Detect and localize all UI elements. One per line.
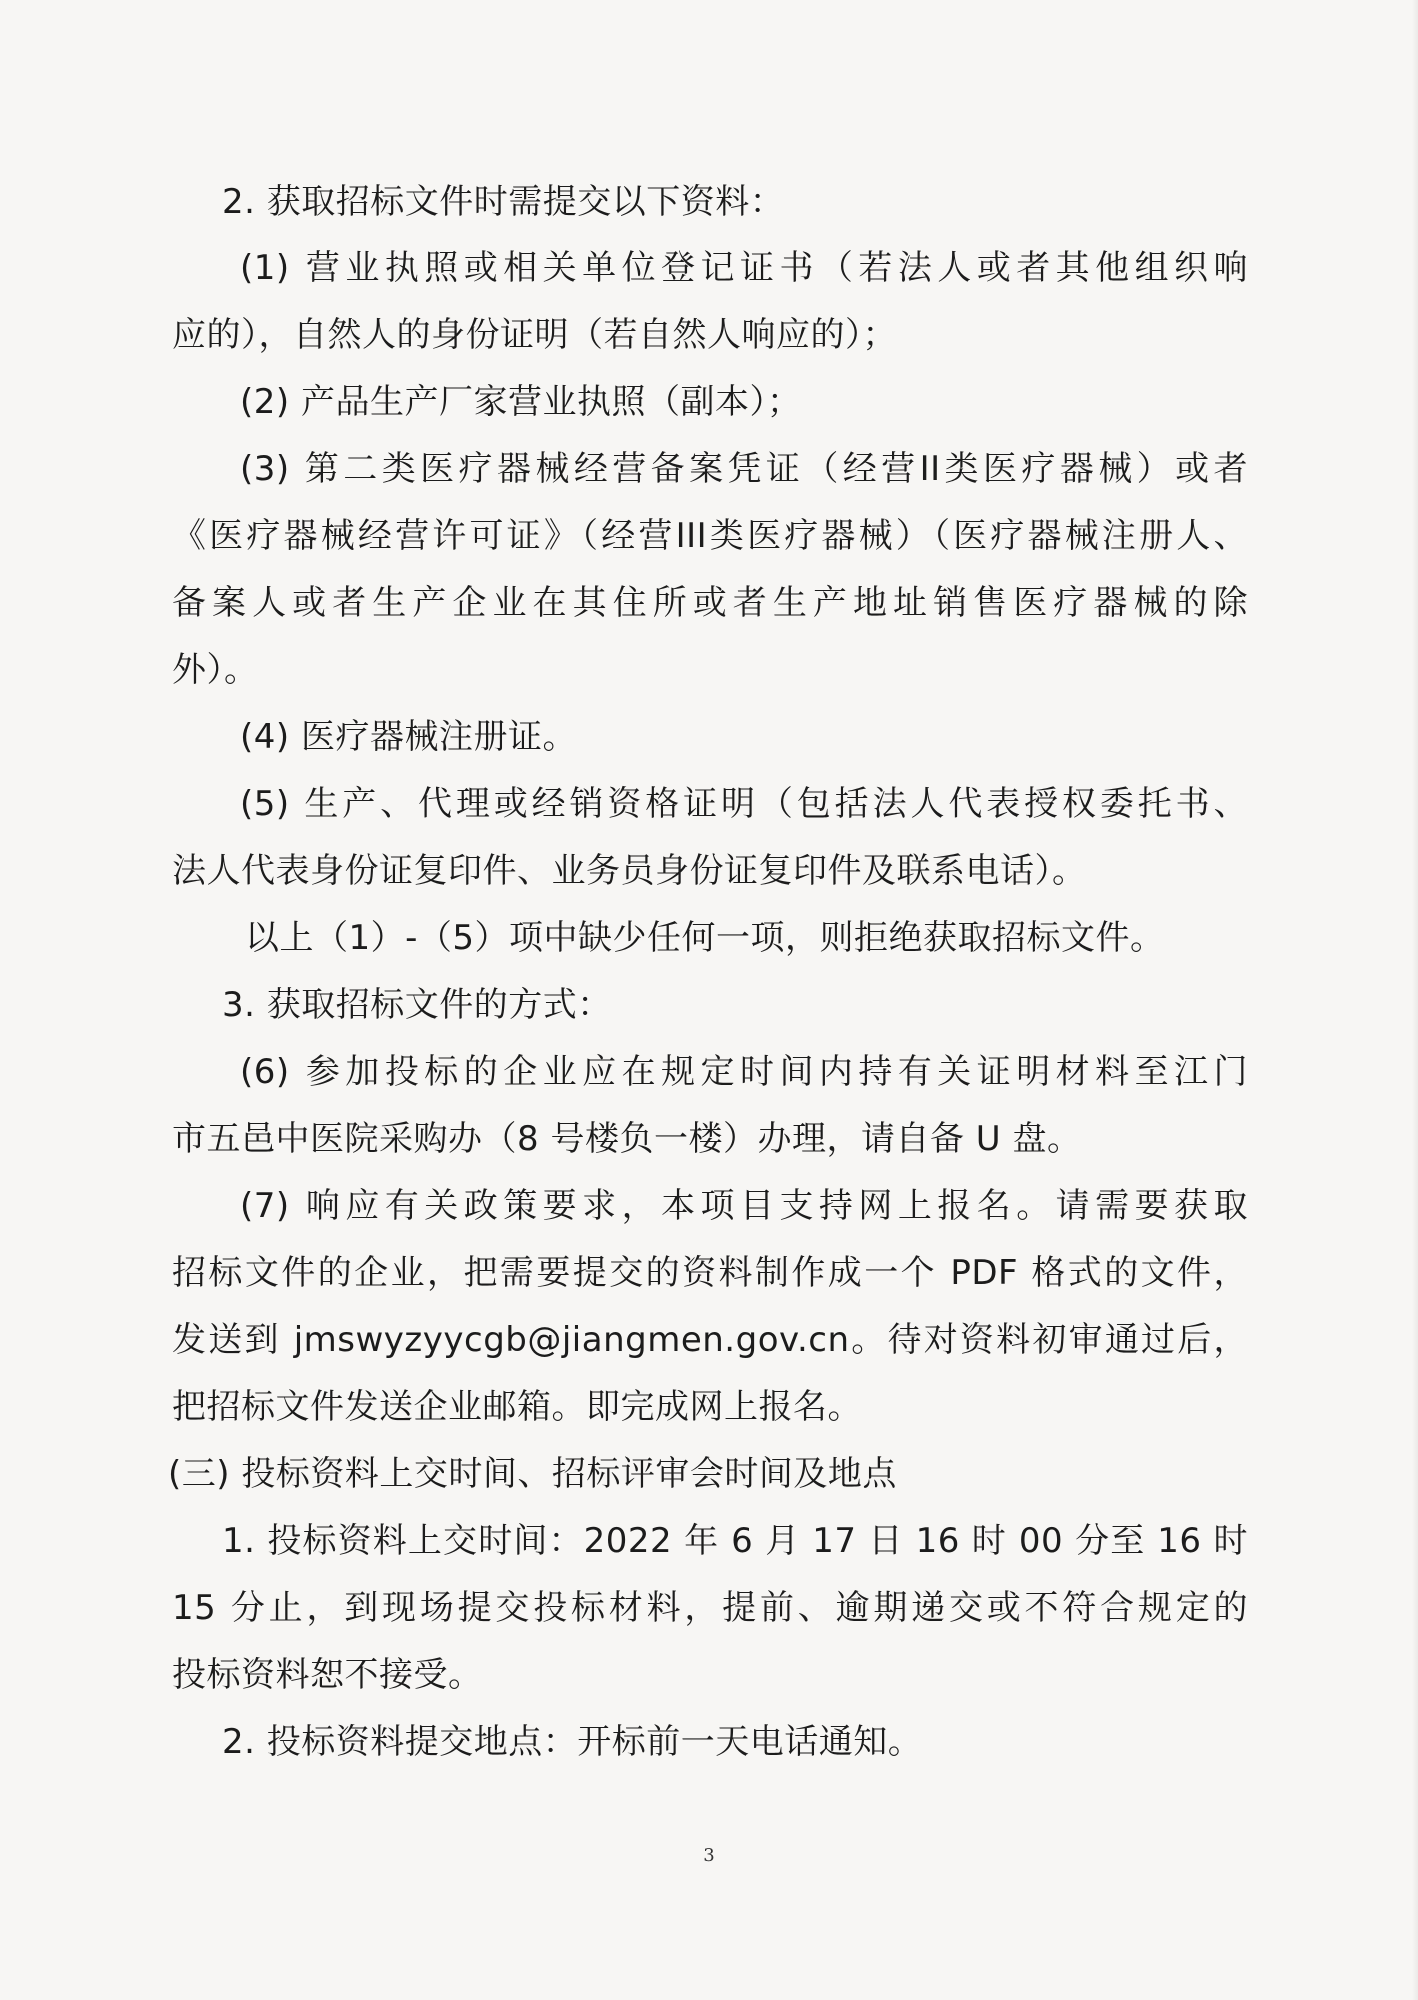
item-4: (4) 医疗器械注册证。 [240, 717, 577, 757]
section-heading-2: 2. 获取招标文件时需提交以下资料： [222, 182, 785, 222]
submission-location: 2. 投标资料提交地点：开标前一天电话通知。 [222, 1722, 923, 1762]
item-1-line-2: 应的），自然人的身份证明（若自然人响应的）； [172, 315, 897, 355]
scan-edge-shadow [1412, 0, 1418, 2000]
submission-time-line-2: 15 分止，到现场提交投标材料，提前、逾期递交或不符合规定的 [172, 1588, 1248, 1628]
item-7-line-4: 把招标文件发送企业邮箱。即完成网上报名。 [172, 1387, 862, 1427]
item-7-line-1: (7) 响应有关政策要求，本项目支持网上报名。请需要获取 [240, 1186, 1248, 1226]
section-heading-3: 3. 获取招标文件的方式： [222, 985, 612, 1025]
item-5-line-1: (5) 生产、代理或经销资格证明（包括法人代表授权委托书、 [240, 784, 1248, 824]
item-3-line-1: (3) 第二类医疗器械经营备案凭证（经营II类医疗器械）或者 [240, 449, 1248, 489]
submission-time-line-3: 投标资料恕不接受。 [172, 1655, 483, 1695]
item-1-line-1: (1) 营业执照或相关单位登记证书（若法人或者其他组织响 [240, 248, 1248, 288]
page-number: 3 [703, 1845, 715, 1866]
item-6-line-1: (6) 参加投标的企业应在规定时间内持有关证明材料至江门 [240, 1052, 1248, 1092]
item-3-line-3: 备案人或者生产企业在其住所或者生产地址销售医疗器械的除 [172, 583, 1248, 623]
item-2: (2) 产品生产厂家营业执照（副本）； [240, 382, 802, 422]
item-3-line-4: 外）。 [172, 650, 259, 690]
item-7-line-2: 招标文件的企业，把需要提交的资料制作成一个 PDF 格式的文件， [172, 1253, 1248, 1293]
section-heading-three: (三) 投标资料上交时间、招标评审会时间及地点 [168, 1454, 897, 1494]
item-6-line-2: 市五邑中医院采购办（8 号楼负一楼）办理，请自备 U 盘。 [172, 1119, 1082, 1159]
item-3-line-2: 《医疗器械经营许可证》（经营III类医疗器械）（医疗器械注册人、 [172, 516, 1248, 556]
item-5-line-2: 法人代表身份证复印件、业务员身份证复印件及联系电话）。 [172, 851, 1087, 891]
requirement-note: 以上（1）-（5）项中缺少任何一项，则拒绝获取招标文件。 [245, 918, 1165, 958]
item-7-line-3: 发送到 jmswyzyycgb@jiangmen.gov.cn。待对资料初审通过后， [172, 1320, 1248, 1360]
submission-time-line-1: 1. 投标资料上交时间：2022 年 6 月 17 日 16 时 00 分至 16 时 [222, 1521, 1248, 1561]
